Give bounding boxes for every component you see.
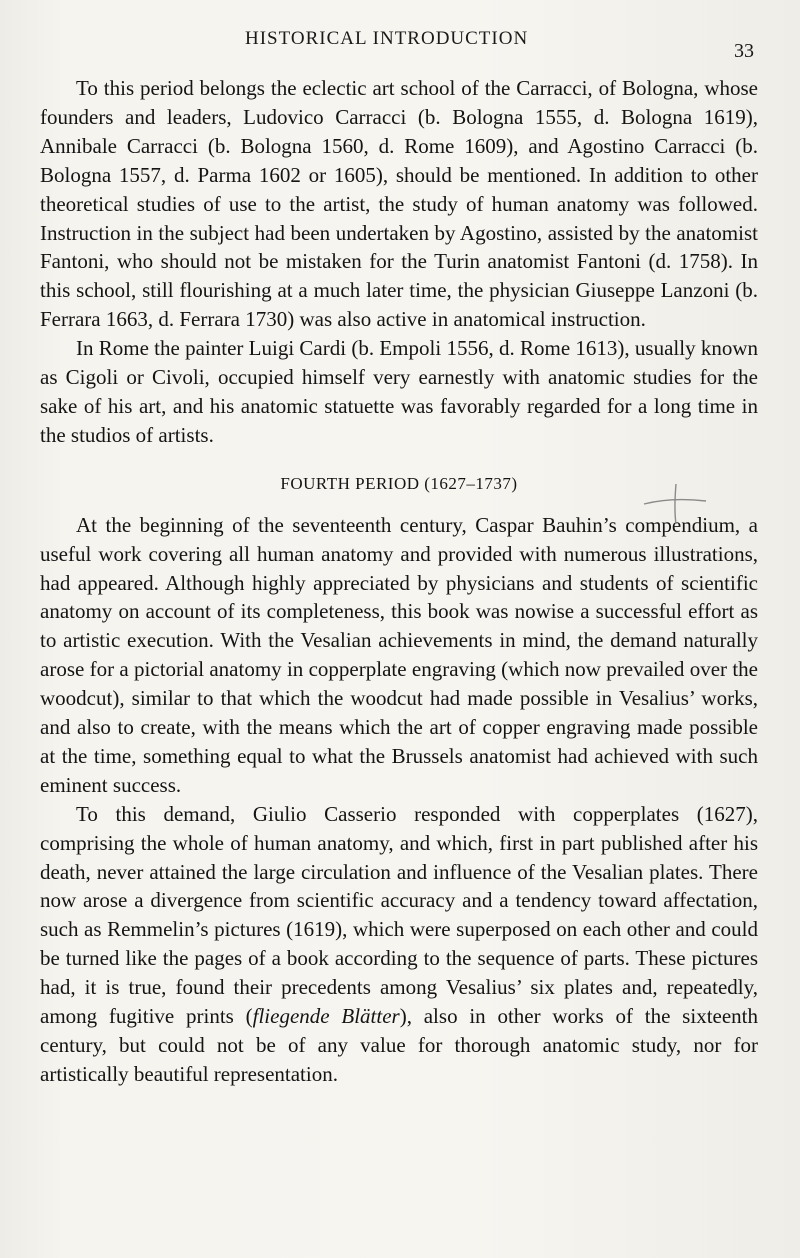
body-text (40, 74, 758, 1089)
italic-term: fliegende Blätter (252, 1004, 400, 1029)
paragraph-carracci: To this period belongs the eclectic art school of the Carracci, of Bologna, whose founders and leaders, Ludovico Carracci (b. Bologna 1555, d. Bologna 1619), Annibale Carracci (b. Bologna 1560, d. Rome 1609), and Agostino Carracci (b. Bologna 1557, d. Parma 1602 or 1605), should be mentioned. In addition to other theoretical studies of use to the artist, the study of human anatomy was followed. Instruction in the subject had been undertaken by Agostino, assisted by the anatomist Fantoni, who should not be mistaken for the Turin anatomist Fantoni (d. 1758). In this school, still flourishing at a much later time, the physician Giuseppe Lanzoni (b. Ferrara 1663, d. Ferrara 1730) was also active in anatomical instruction. (40, 76, 758, 332)
running-title: HISTORICAL INTRODUCTION (245, 28, 529, 49)
page-number: 33 (734, 40, 754, 62)
paragraph-bauhin: At the beginning of the seventeenth century, Caspar Bauhin’s compendium, a useful work covering all human anatomy and provided with numerous illustrations, had appeared. Although highly appreciated by physicians and students of scientific anatomy on account of its completeness, this book was nowise a successful effort as to artistic execution. With the Vesalian achievements in mind, the demand naturally arose for a pictorial anatomy in copperplate engraving (which now prevailed over the woodcut), similar to that which the woodcut had made possible in Vesalius’ works, and also to create, with the means which the art of copper engraving made possible at the time, something equal to what the Brussels anatomist had achieved with such eminent success. (40, 512, 758, 797)
paragraph-casserio (40, 800, 758, 1089)
pencil-cross-mark-icon (640, 478, 710, 528)
section-heading: FOURTH PERIOD (1627–1737) (280, 473, 518, 493)
paragraph-cardi: In Rome the painter Luigi Cardi (b. Empoli 1556, d. Rome 1613), usually known as Cigoli or Civoli, occupied himself very earnestly with anatomic studies for the sake of his art, and his anatomic statuette was favorably regarded for a long time in the studios of artists. (40, 336, 758, 447)
casserio-text-end: ), also in other works of the sixteenth century, but could not be of any value for thorough anatomic study, nor for artistically beautiful representation. (40, 1004, 758, 1086)
casserio-text: To this demand, Giulio Casserio responded with copperplates (1627), comprising the whole of human anatomy, and which, first in part published after his death, never attained the large circulation and influence of the Vesalian plates. There now arose a divergence from scientific accuracy and a tendency toward affectation, such as Remmelin’s pictures (1619), which were superposed on each other and could be turned like the pages of a book according to the sequence of parts. These pictures had, it is true, found their precedents among Vesalius’ six plates and, repeatedly, among fugitive prints ( (40, 801, 758, 1029)
